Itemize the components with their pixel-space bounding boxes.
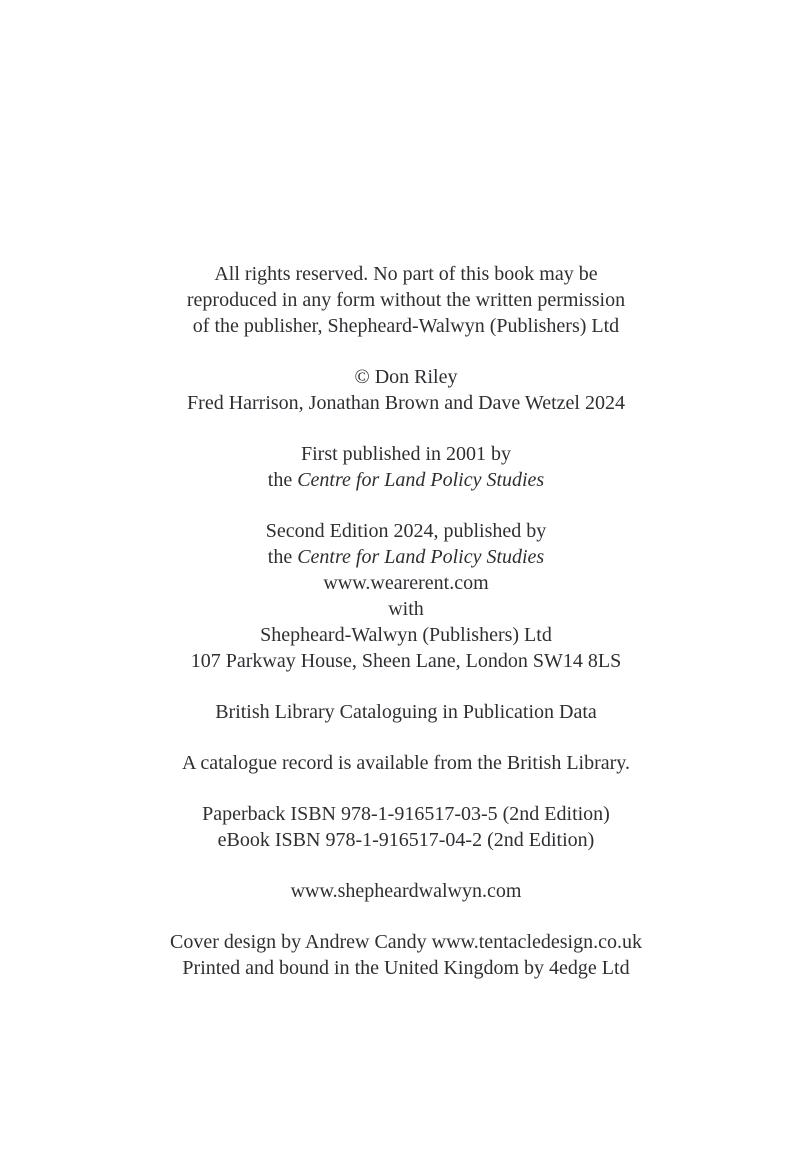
text-run: the: [267, 469, 298, 491]
first-published-line-1: First published in 2001 by: [300, 443, 511, 465]
publisher-website-url: www.shepheardwalwyn.com: [290, 880, 522, 902]
rights-line-3: of the publisher, Shepheard-Walwyn (Publishers) Ltd: [192, 315, 620, 337]
production-credits: [6, 929, 800, 981]
cataloguing-text: British Library Cataloguing in Publication Data: [215, 701, 597, 723]
copyright-holder: © Don Riley: [354, 366, 458, 388]
second-edition-line-1: Second Edition 2024, published by: [265, 520, 547, 542]
rights-notice: [6, 261, 800, 339]
first-published-notice: [6, 441, 800, 493]
catalogue-record-text: A catalogue record is available from the British Library.: [182, 752, 630, 774]
copyright-notice: [6, 364, 800, 416]
text-run: the: [267, 546, 298, 568]
copyright-authors: Fred Harrison, Jonathan Brown and Dave Wetzel 2024: [187, 392, 625, 414]
isbn-paperback: Paperback ISBN 978-1-916517-03-5 (2nd Edition): [202, 803, 610, 825]
publisher-address: 107 Parkway House, Sheen Lane, London SW14 8LS: [190, 650, 622, 672]
second-edition-line-2: [6, 544, 800, 570]
rights-line-2: reproduced in any form without the written permission: [186, 289, 626, 311]
first-published-line-2: [6, 467, 800, 493]
printing-credit: Printed and bound in the United Kingdom by 4edge Ltd: [182, 957, 630, 979]
wearerent-url: www.wearerent.com: [323, 572, 489, 594]
organisation-name-italic: Centre for Land Policy Studies: [297, 546, 545, 568]
second-edition-notice: [6, 518, 800, 674]
publisher-website: [6, 878, 800, 904]
isbn-ebook: eBook ISBN 978-1-916517-04-2 (2nd Edition): [217, 829, 595, 851]
rights-line-1: All rights reserved. No part of this book may be: [214, 263, 598, 285]
cataloguing-heading: [6, 699, 800, 725]
publisher-name: Shepheard-Walwyn (Publishers) Ltd: [260, 624, 552, 646]
organisation-name-italic: Centre for Land Policy Studies: [297, 469, 545, 491]
imprint-text-block: [6, 261, 800, 1006]
with-text: with: [388, 598, 424, 620]
catalogue-record-notice: [6, 750, 800, 776]
isbn-block: [6, 801, 800, 853]
cover-design-credit: Cover design by Andrew Candy www.tentacledesign.co.uk: [170, 931, 642, 953]
